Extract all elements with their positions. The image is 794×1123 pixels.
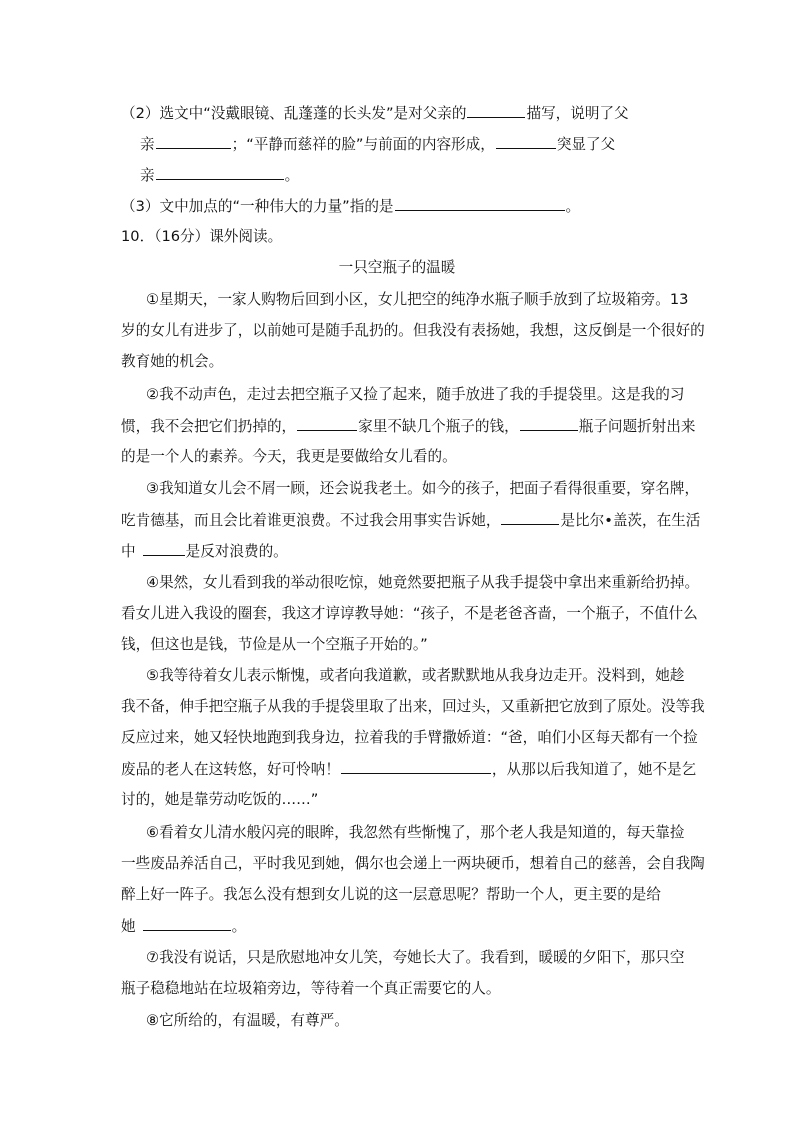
paragraph-4-line: 看女儿进入我设的圈套，我这才谆谆教导她：“孩子，不是老爸吝啬，一个瓶子，不值什么: [121, 605, 698, 622]
answer-blank[interactable]: [395, 196, 565, 211]
paragraph-3-line: [121, 510, 700, 530]
paragraph-1-line: ①星期天，一家人购物后回到小区，女儿把空的纯净水瓶子顺手放到了垃圾箱旁。13: [146, 291, 689, 308]
paragraph-2-text: 家里不缺几个瓶子的钱，: [358, 418, 519, 435]
question-3-line: [121, 196, 580, 216]
paragraph-6-line: ⑥看着女儿清水般闪亮的眼眸，我忽然有些惭愧了，那个老人我是知道的，每天靠捡: [146, 824, 685, 841]
answer-blank[interactable]: [143, 541, 185, 556]
answer-blank[interactable]: [341, 759, 491, 774]
paragraph-4-line: ④果然，女儿看到我的举动很吃惊，她竟然要把瓶子从我手提袋中拿出来重新给扔掉。: [146, 574, 700, 591]
paragraph-6-line: [121, 916, 246, 936]
question-3-text: （3）文中加点的“一种伟大的力量”指的是: [121, 198, 394, 215]
question-2-text: 亲: [140, 136, 155, 153]
paragraph-8-line: ⑧它所给的，有温暖，有尊严。: [146, 1012, 349, 1029]
paragraph-1-line: 教育她的机会。: [121, 353, 224, 370]
question-2-text: ；“平静而慈祥的脸”与前面的内容形成，: [231, 136, 495, 153]
article-title: 一只空瓶子的温暖: [338, 259, 456, 276]
answer-blank[interactable]: [467, 103, 525, 118]
answer-blank[interactable]: [143, 916, 231, 931]
question-10-heading: 10．（16分）课外阅读。: [121, 228, 283, 245]
question-2-line-1: [121, 103, 629, 123]
question-2-text: 。: [284, 167, 300, 184]
paragraph-5-line: 讨的，她是靠劳动吃饭的……”: [121, 791, 319, 808]
paragraph-4-line: 钱，但这也是钱，节俭是从一个空瓶子开始的。”: [121, 636, 428, 653]
question-3-text: 。: [565, 198, 581, 215]
paragraph-2-text: 瓶子问题折射出来: [578, 418, 696, 435]
paragraph-6-line: 一些废品养活自己，平时我见到她，偶尔也会递上一两块硬币，想着自己的慈善，会自我陶: [121, 855, 705, 872]
question-2-text: 亲: [140, 167, 155, 184]
paragraph-6-text: 。: [231, 918, 247, 935]
paragraph-3-text: 中: [121, 543, 136, 560]
question-2-line-2: [140, 134, 615, 154]
answer-blank[interactable]: [156, 134, 231, 149]
answer-blank[interactable]: [297, 416, 357, 431]
paragraph-2-line: 的是一个人的素养。今天，我更是要做给女儿看的。: [121, 448, 457, 465]
paragraph-3-text: 是比尔•盖茨，在生活: [560, 512, 701, 529]
paragraph-6-line: 醉上好一阵子。我怎么没有想到女儿说的这一层意思呢？帮助一个人，更主要的是给: [121, 886, 661, 903]
answer-blank[interactable]: [501, 510, 559, 525]
paragraph-3-line: [121, 541, 288, 561]
paragraph-2-text: 惯，我不会把它们扔掉的，: [121, 418, 297, 435]
paragraph-5-line: ⑤我等待着女儿表示惭愧，或者向我道歉，或者默默地从我身边走开。没料到，她趁: [146, 667, 685, 684]
paragraph-2-line: ②我不动声色，走过去把空瓶子又捡了起来，随手放进了我的手提袋里。这是我的习: [146, 386, 685, 403]
paragraph-5-line: [121, 759, 696, 779]
paragraph-2-line: [121, 416, 695, 436]
paragraph-5-line: 反应过来，她又轻快地跑到我身边，拉着我的手臂撒娇道：“爸，咱们小区每天都有一个捡: [121, 729, 698, 746]
paragraph-7-line: ⑦我没有说话，只是欣慰地冲女儿笑，夸她长大了。我看到，暖暖的夕阳下，那只空: [146, 949, 685, 966]
question-2-text: 突显了父: [556, 136, 616, 153]
question-2-text: 描写，说明了父: [526, 105, 629, 122]
paragraph-3-line: ③我知道女儿会不屑一顾，还会说我老土。如今的孩子，把面子看得很重要，穿名牌，: [146, 480, 700, 497]
question-2-line-3: [140, 165, 299, 185]
paragraph-5-text: 废品的老人在这转悠，好可怜呐！: [121, 761, 340, 778]
paragraph-1-line: 岁的女儿有进步了，以前她可是随手乱扔的。但我没有表扬她，我想，这反倒是一个很好的: [121, 322, 705, 339]
paragraph-3-text: 吃肯德基，而且会比着谁更浪费。不过我会用事实告诉她，: [121, 512, 501, 529]
paragraph-5-text: ，从那以后我知道了，她不是乞: [491, 761, 697, 778]
answer-blank[interactable]: [156, 165, 284, 180]
paragraph-5-line: 我不备，伸手把空瓶子从我的手提袋里取了出来，回过头，又重新把它放到了原处。没等我: [121, 698, 705, 715]
question-2-text: （2）选文中“没戴眼镜、乱蓬蓬的长头发”是对父亲的: [121, 105, 467, 122]
answer-blank[interactable]: [496, 134, 556, 149]
paragraph-6-text: 她: [121, 918, 136, 935]
answer-blank[interactable]: [520, 416, 578, 431]
paragraph-3-text: 是反对浪费的。: [185, 543, 288, 560]
paragraph-7-line: 瓶子稳稳地站在垃圾箱旁边，等待着一个真正需要它的人。: [121, 980, 501, 997]
